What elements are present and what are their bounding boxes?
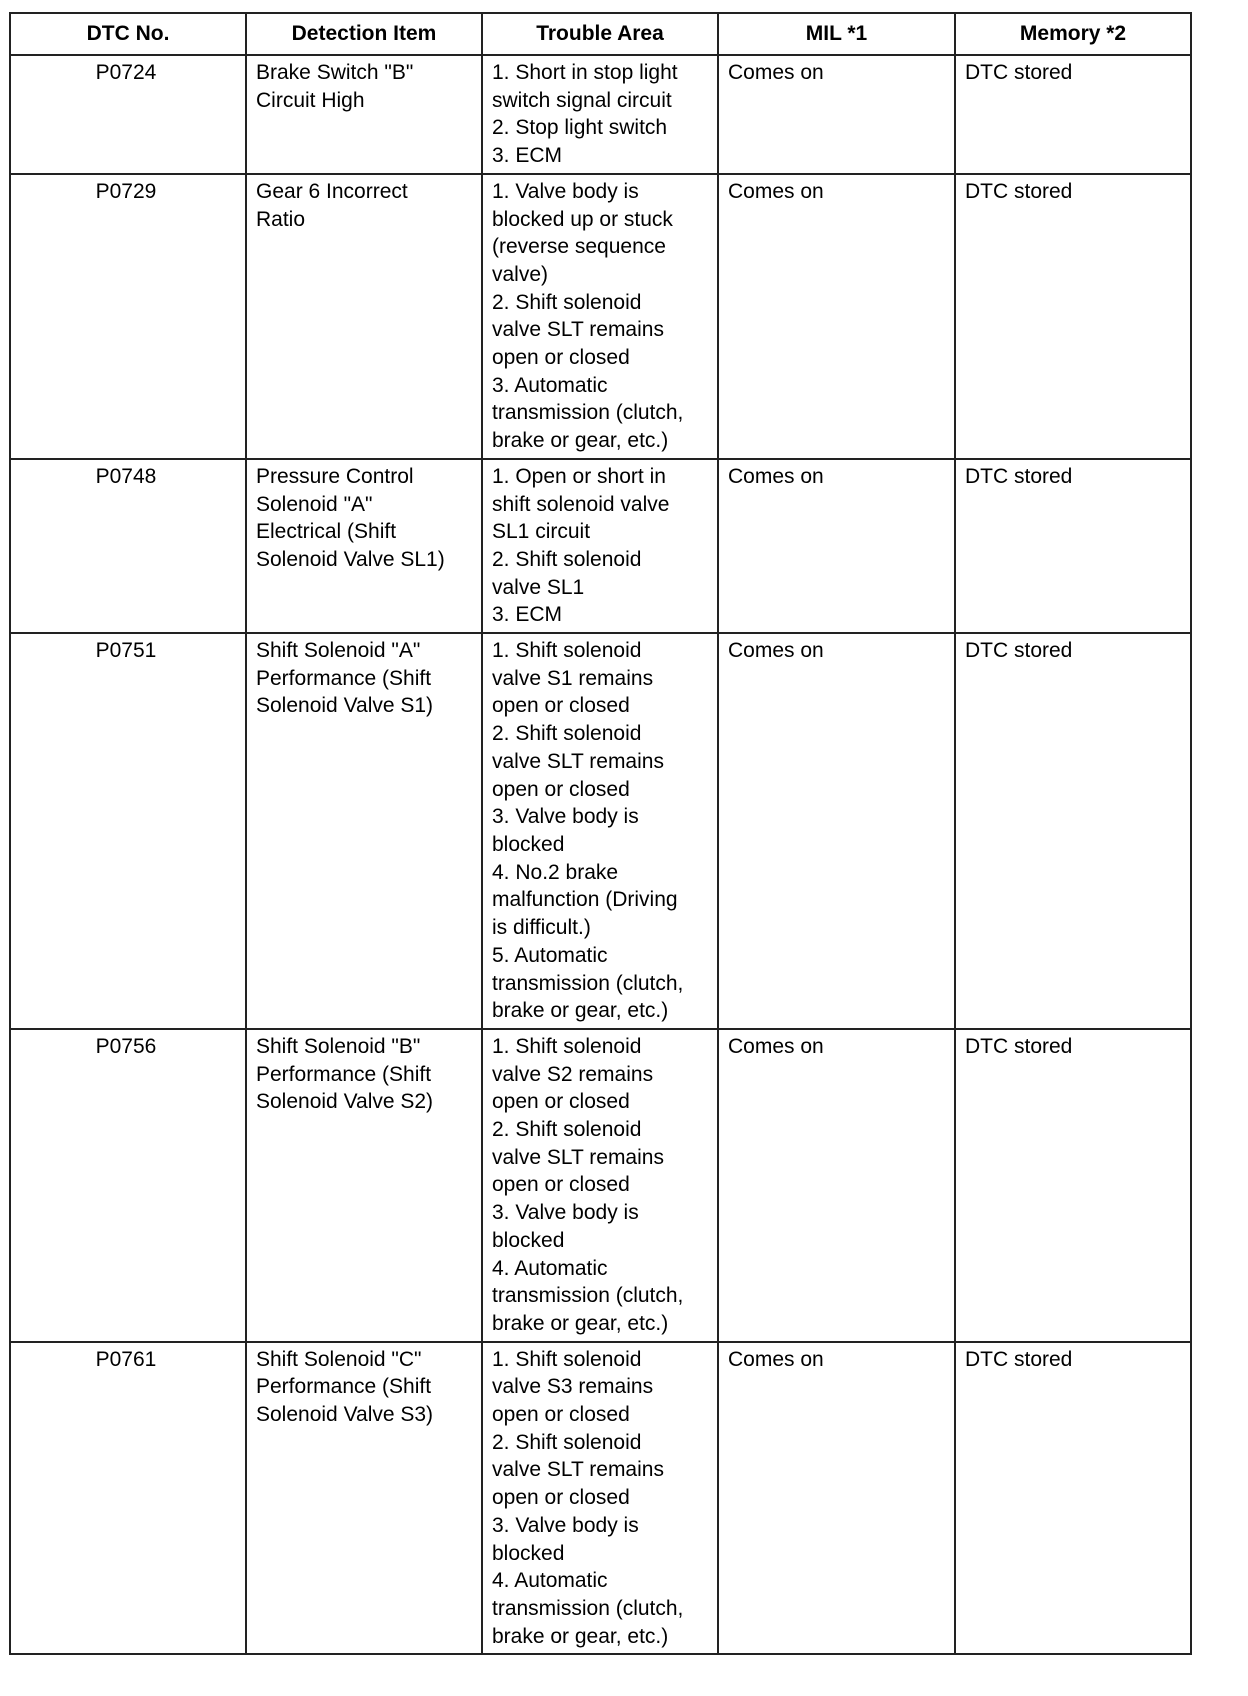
trouble-area-line: open or closed [492,1173,630,1197]
header-mil: MIL *1 [718,13,955,55]
detection-item-line: Electrical (Shift [256,520,397,544]
trouble-area-line: 3. ECM [492,144,563,168]
trouble-area-line: SL1 circuit [492,520,591,544]
trouble-area-line: 4. Automatic [492,1256,608,1280]
detection-item-line: Solenoid Valve S2) [256,1090,434,1114]
trouble-area-line: switch signal circuit [492,88,672,112]
trouble-area-line: 2. Stop light switch [492,116,668,140]
trouble-area-line: 1. Valve body is [492,179,639,203]
detection-item-cell [246,174,482,459]
trouble-area-cell [482,1342,718,1655]
detection-item-line: Circuit High [256,88,365,112]
detection-item-line: Ratio [256,207,306,231]
table-row [10,633,1191,1029]
table-row [10,55,1191,174]
detection-item-line: Pressure Control [256,464,414,488]
dtc-code-cell: P0751 [10,633,246,1029]
mil-cell: Comes on [718,174,955,459]
trouble-area-line: transmission (clutch, [492,971,684,995]
trouble-area-line: valve SLT remains [492,1458,664,1482]
trouble-area-line: 2. Shift solenoid [492,1118,642,1142]
trouble-area-line: 3. Automatic [492,373,608,397]
trouble-area-line: 2. Shift solenoid [492,290,642,314]
trouble-area-line: 3. Valve body is [492,805,639,829]
trouble-area-cell [482,174,718,459]
detection-item-line: Solenoid "A" [256,492,373,516]
trouble-area-line: malfunction (Driving [492,888,678,912]
dtc-code-cell: P0756 [10,1029,246,1342]
trouble-area-line: brake or gear, etc.) [492,429,669,453]
mil-cell: Comes on [718,1029,955,1342]
memory-cell: DTC stored [955,55,1191,174]
trouble-area-line: valve S2 remains [492,1062,654,1086]
trouble-area-line: blocked [492,1228,565,1252]
trouble-area-cell [482,459,718,633]
trouble-area-line: 1. Short in stop light [492,61,678,84]
trouble-area-line: open or closed [492,346,630,370]
trouble-area-line: 2. Shift solenoid [492,1430,642,1454]
mil-cell: Comes on [718,633,955,1029]
detection-item-cell [246,633,482,1029]
trouble-area-line: open or closed [492,1403,630,1427]
table-header [10,13,1191,55]
memory-cell: DTC stored [955,1342,1191,1655]
memory-cell: DTC stored [955,174,1191,459]
trouble-area-cell [482,55,718,174]
trouble-area-line: transmission (clutch, [492,401,684,425]
trouble-area-cell [482,633,718,1029]
trouble-area-line: valve SLT remains [492,318,664,342]
trouble-area-line: brake or gear, etc.) [492,1311,669,1335]
detection-item-cell [246,1342,482,1655]
trouble-area-line: valve S1 remains [492,666,654,690]
detection-item-line: Shift Solenoid "B" [256,1034,421,1058]
mil-cell: Comes on [718,1342,955,1655]
trouble-area-line: blocked [492,832,565,856]
header-trouble-area: Trouble Area [482,13,718,55]
detection-item-line: Shift Solenoid "C" [256,1347,422,1371]
trouble-area-line: 2. Shift solenoid [492,722,642,746]
detection-item-cell [246,1029,482,1342]
dtc-code-cell: P0761 [10,1342,246,1655]
trouble-area-line: open or closed [492,1486,630,1510]
dtc-table [9,12,1192,1655]
table-row [10,1342,1191,1655]
detection-item-line: Performance (Shift [256,1062,432,1086]
trouble-area-line: open or closed [492,777,630,801]
header-dtc-no: DTC No. [10,13,246,55]
detection-item-cell [246,459,482,633]
trouble-area-line: valve S3 remains [492,1375,654,1399]
trouble-area-line: brake or gear, etc.) [492,999,669,1023]
trouble-area-line: 3. ECM [492,603,563,627]
memory-cell: DTC stored [955,633,1191,1029]
trouble-area-line: blocked [492,1541,565,1565]
dtc-code-cell: P0729 [10,174,246,459]
detection-item-line: Solenoid Valve S1) [256,694,434,718]
trouble-area-line: valve SLT remains [492,1145,664,1169]
trouble-area-line: is difficult.) [492,916,591,940]
trouble-area-line: blocked up or stuck [492,207,673,231]
trouble-area-line: valve) [492,262,549,286]
trouble-area-line: 2. Shift solenoid [492,547,642,571]
trouble-area-line: 4. Automatic [492,1569,608,1593]
trouble-area-line: 5. Automatic [492,943,608,967]
trouble-area-line: open or closed [492,1090,630,1114]
trouble-area-line: 1. Shift solenoid [492,1347,642,1371]
detection-item-line: Shift Solenoid "A" [256,639,421,663]
trouble-area-line: open or closed [492,694,630,718]
mil-cell: Comes on [718,459,955,633]
detection-item-cell [246,55,482,174]
trouble-area-line: valve SLT remains [492,749,664,773]
detection-item-line: Solenoid Valve S3) [256,1403,434,1427]
trouble-area-line: brake or gear, etc.) [492,1624,669,1648]
dtc-code-cell: P0748 [10,459,246,633]
trouble-area-line: 1. Shift solenoid [492,1034,642,1058]
table-row [10,174,1191,459]
trouble-area-line: 1. Open or short in [492,464,666,488]
trouble-area-line: 1. Shift solenoid [492,639,642,663]
trouble-area-line: valve SL1 [492,575,585,599]
header-detection-item: Detection Item [246,13,482,55]
trouble-area-line: 3. Valve body is [492,1201,639,1225]
detection-item-line: Performance (Shift [256,666,432,690]
memory-cell: DTC stored [955,1029,1191,1342]
trouble-area-line: transmission (clutch, [492,1284,684,1308]
table-row [10,459,1191,633]
trouble-area-line: (reverse sequence [492,235,666,259]
detection-item-line: Gear 6 Incorrect [256,179,408,203]
trouble-area-line: 3. Valve body is [492,1513,639,1537]
detection-item-line: Performance (Shift [256,1375,432,1399]
dtc-code-cell: P0724 [10,55,246,174]
trouble-area-line: 4. No.2 brake [492,860,619,884]
detection-item-line: Brake Switch "B" [256,61,414,84]
detection-item-line: Solenoid Valve SL1) [256,547,445,571]
memory-cell: DTC stored [955,459,1191,633]
mil-cell: Comes on [718,55,955,174]
table-row [10,1029,1191,1342]
table-body [10,55,1191,1654]
header-memory: Memory *2 [955,13,1191,55]
trouble-area-cell [482,1029,718,1342]
header-row [10,13,1191,55]
trouble-area-line: transmission (clutch, [492,1596,684,1620]
trouble-area-line: shift solenoid valve [492,492,670,516]
